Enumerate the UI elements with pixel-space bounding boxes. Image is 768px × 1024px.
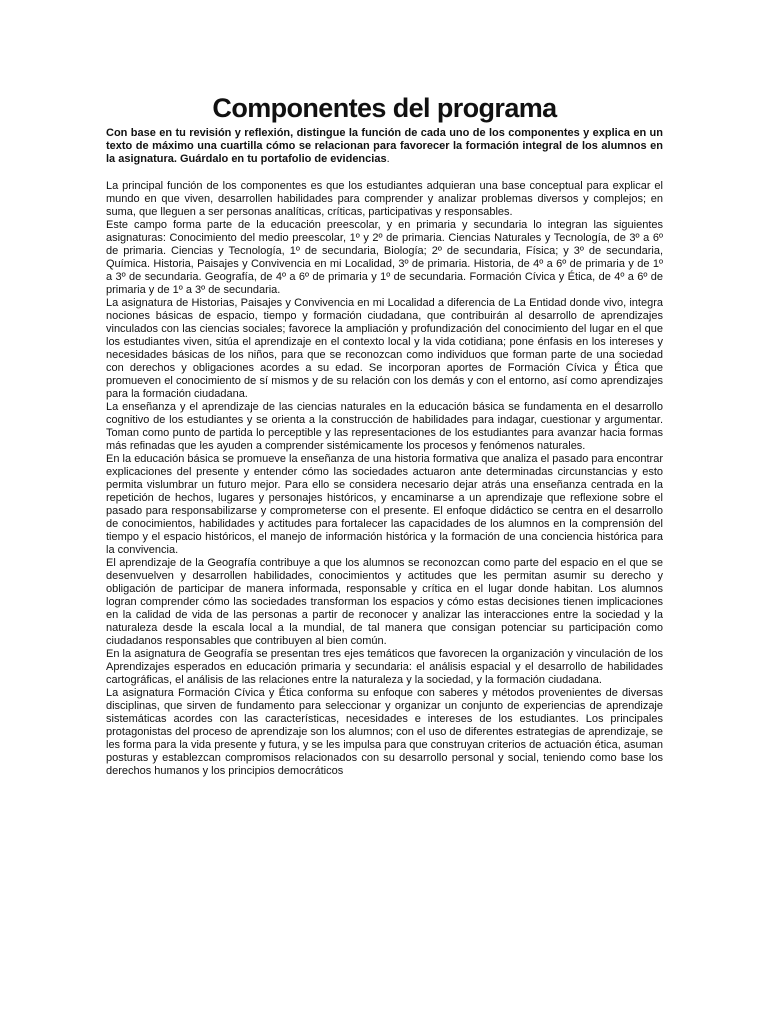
paragraph-history: En la educación básica se promueve la enseñanza de una historia formativa que analiza el pasado para encontrar explicaciones del presente y entender cómo las sociedades actuaron ante determinadas circunstancias y esto permita vislumbrar un futuro mejor. Para ello se considera necesario dejar atrás una enseñanza centrada en la repetición de hechos, lugares y personajes históricos, y encaminarse a un aprendizaje que reflexione sobre el pasado para responsabilizarse y comprometerse con el presente. El enfoque didáctico se centra en el desarrollo de conocimientos, habilidades y actitudes para fortalecer las capacidades de los alumnos en la comprensión del tiempo y el espacio históricos, el manejo de información histórica y la formación de una conciencia histórica para la convivencia. [106,453,663,556]
instructions-bold: Con base en tu revisión y reflexión, distingue la función de cada uno de los componentes y explica en un texto de máximo una cuartilla cómo se relacionan para favorecer la formación integral de los alumnos en la asignatura. Guárdalo en tu portafolio de evidencias [106,127,663,165]
paragraph-local-history: La asignatura de Historias, Paisajes y Convivencia en mi Localidad a diferencia de La Entidad donde vivo, integra nociones básicas de espacio, tiempo y formación ciudadana, que contribuirán al desarrollo de aprendizajes vinculados con las ciencias sociales; favorece la ampliación y profundización del conocimiento del lugar en el que los estudiantes viven, sitúa el aprendizaje en el contexto local y la vida cotidiana; pone énfasis en los intereses y necesidades básicas de los niños, para que se reconozcan como individuos que forman parte de una sociedad con derechos y obligaciones acordes a su edad. Se incorporan aportes de Formación Cívica y Ética que promueven el conocimiento de sí mismos y de su relación con los demás y con el entorno, así como aprendizajes para la formación ciudadana. [106,297,663,400]
instructions-period: . [386,153,390,165]
paragraph-geography: El aprendizaje de la Geografía contribuye a que los alumnos se reconozcan como parte del espacio en el que se desenvuelven y desarrollen habilidades, conocimientos y actitudes que les permitan asumir su derecho y obligación de participar de manera informada, responsable y crítica en el lugar donde habitan. Los alumnos logran comprender cómo las sociedades transforman los espacios y cómo estas decisiones tienen implicaciones en la calidad de vida de las personas a partir de reconocer y analizar las interacciones entre la sociedad y la naturaleza desde la escala local a la mundial, de tal manera que consigan potenciar su participación como ciudadanos responsables que contribuyen al bien común. [106,557,663,647]
paragraph-purpose: La principal función de los componentes es que los estudiantes adquieran una base conceptual para explicar el mundo en que viven, desarrollen habilidades para comprender y analizar problemas diversos y complejos; en suma, que lleguen a ser personas analíticas, críticas, participativas y responsables. [106,180,663,218]
page-title: Componentes del programa [212,93,557,123]
paragraph-geography-axes: En la asignatura de Geografía se presentan tres ejes temáticos que favorecen la organización y vinculación de los Aprendizajes esperados en educación primaria y secundaria: el análisis espacial y el desarrollo de habilidades cartográficas, el análisis de las relaciones entre la naturaleza y la sociedad, y la formación ciudadana. [106,648,663,686]
paragraph-natural-sciences: La enseñanza y el aprendizaje de las ciencias naturales en la educación básica se fundamenta en el desarrollo cognitivo de los estudiantes y se orienta a la construcción de habilidades para indagar, cuestionar y argumentar. Toman como punto de partida lo perceptible y las representaciones de los estudiantes para avanzar hacia formas más refinadas que les ayuden a comprender sistémicamente los procesos y fenómenos naturales. [106,401,663,452]
document-page [106,92,663,778]
body-text [106,180,663,778]
paragraph-subjects: Este campo forma parte de la educación preescolar, y en primaria y secundaria lo integran las siguientes asignaturas: Conocimiento del medio preescolar, 1º y 2º de primaria. Ciencias Naturales y Tecnología, de 3º a 6º de primaria. Ciencias y Tecnología, 1º de secundaria, Biología; 2º de secundaria, Física; y 3º de secundaria, Química. Historia, Paisajes y Convivencia en mi Localidad, 3º de primaria. Historia, de 4º a 6º de primaria y de 1º a 3º de secundaria. Geografía, de 4º a 6º de primaria y 1º de secundaria. Formación Cívica y Ética, de 4º a 6º de primaria y de 1º a 3º de secundaria. [106,219,663,296]
paragraph-civics-ethics: La asignatura Formación Cívica y Ética conforma su enfoque con saberes y métodos provenientes de diversas disciplinas, que sirven de fundamento para seleccionar y organizar un conjunto de experiencias de aprendizaje sistemáticas acordes con las características, necesidades e intereses de los estudiantes. Los principales protagonistas del proceso de aprendizaje son los alumnos; con el uso de diferentes estrategias de aprendizaje, se les forma para la vida presente y futura, y se les impulsa para que construyan criterios de actuación ética, asuman posturas y establezcan compromisos relacionados con su desarrollo personal y social, teniendo como base los derechos humanos y los principios democráticos [106,687,664,777]
instructions-text [106,127,663,166]
